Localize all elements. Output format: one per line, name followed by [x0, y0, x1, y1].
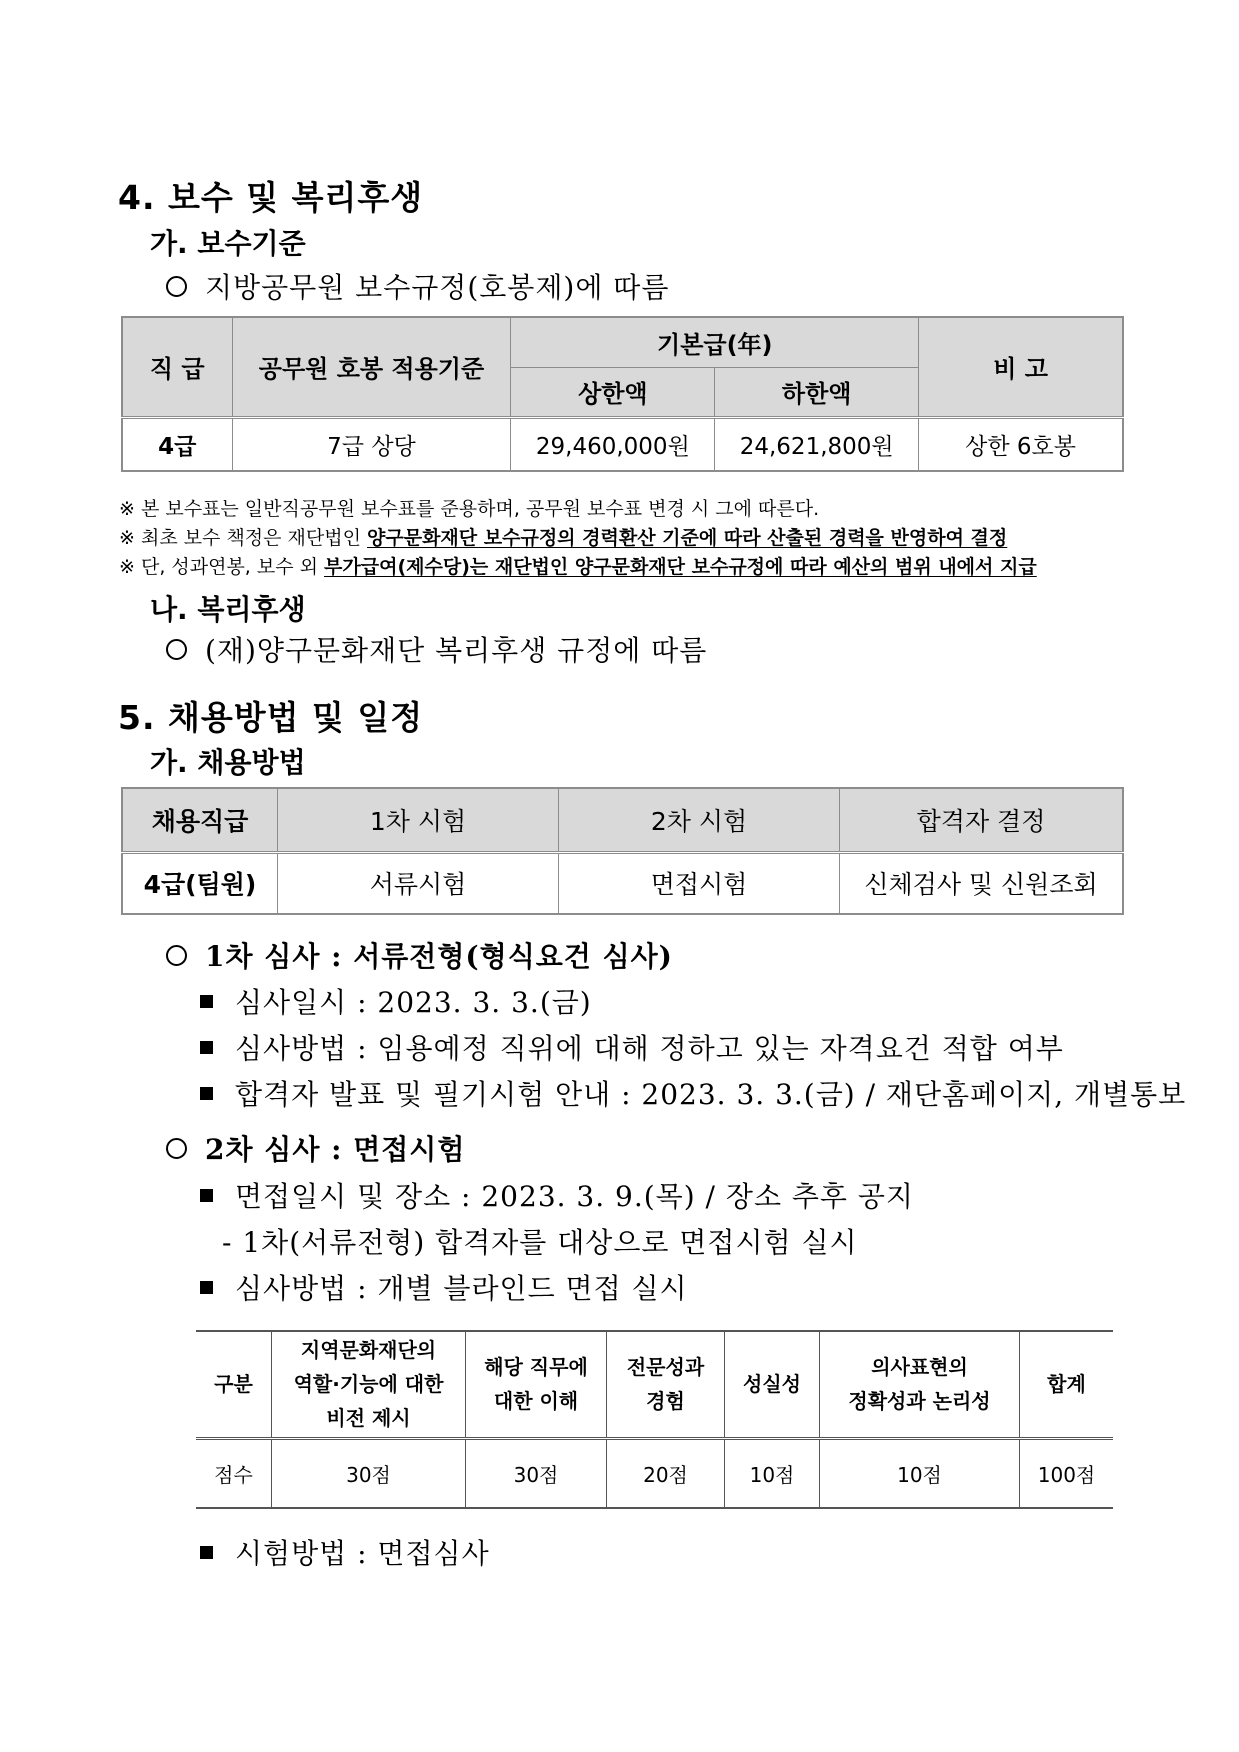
cell-score-job: 30점	[466, 1438, 607, 1508]
bullet-salary-basis: 지방공무원 보수규정(호봉제)에 따름	[166, 266, 669, 306]
section-5a-subtitle: 가. 채용방법	[150, 746, 306, 779]
circle-bullet-icon	[166, 1138, 187, 1159]
first-screening-item-1: 심사일시 : 2023. 3. 3.(금)	[200, 981, 592, 1021]
cell-final-decision: 신체검사 및 신원조회	[840, 852, 1124, 914]
square-bullet-icon	[200, 1189, 213, 1202]
circle-bullet-icon	[166, 945, 187, 966]
salary-table	[121, 316, 1124, 472]
cell-first-exam: 서류시험	[278, 852, 559, 914]
header-job-understanding: 해당 직무에 대한 이해	[466, 1331, 607, 1438]
cell-score-total: 100점	[1020, 1438, 1114, 1508]
salary-note-3: ※ 단, 성과연봉, 보수 외 부가급여(제수당)는 재단법인 양구문화재단 보수규정에 따라 예산의 범위 내에서 지급	[119, 556, 1037, 578]
header-base-pay: 기본급(年)	[511, 317, 919, 367]
salary-note-1: ※ 본 보수표는 일반직공무원 보수표를 준용하며, 공무원 보수표 변경 시 그에 따른다.	[119, 498, 820, 520]
header-expertise: 전문성과 경험	[607, 1331, 725, 1438]
header-first-exam: 1차 시험	[278, 788, 559, 852]
cell-score-expertise: 20점	[607, 1438, 725, 1508]
square-bullet-icon	[200, 1546, 213, 1559]
circle-bullet-icon	[166, 639, 187, 660]
square-bullet-icon	[200, 1041, 213, 1054]
header-criteria: 공무원 호봉 적용기준	[232, 317, 511, 417]
square-bullet-icon	[200, 995, 213, 1008]
cell-grade: 4급	[122, 417, 232, 471]
cell-score-sincerity: 10점	[725, 1438, 820, 1508]
cell-lower: 24,621,800원	[715, 417, 919, 471]
header-sincerity: 성실성	[725, 1331, 820, 1438]
cell-position: 4급(팀원)	[122, 852, 278, 914]
header-lower: 하한액	[715, 367, 919, 417]
section-5-title: 5. 채용방법 및 일정	[118, 698, 424, 737]
square-bullet-icon	[200, 1281, 213, 1294]
second-screening-dash-note: - 1차(서류전형) 합격자를 대상으로 면접시험 실시	[222, 1226, 858, 1259]
header-second-exam: 2차 시험	[559, 788, 840, 852]
header-note: 비 고	[919, 317, 1123, 417]
first-screening-item-2: 심사방법 : 임용예정 직위에 대해 정하고 있는 자격요건 적합 여부	[200, 1027, 1064, 1067]
salary-note-2: ※ 최초 보수 책정은 재단법인 양구문화재단 보수규정의 경력환산 기준에 따라 산출된 경력을 반영하여 결정	[119, 527, 1008, 549]
header-vision: 지역문화재단의 역할·기능에 대한 비전 제시	[272, 1331, 466, 1438]
second-screening-item-1: 면접일시 및 장소 : 2023. 3. 9.(목) / 장소 추후 공지	[200, 1175, 914, 1215]
cell-score-vision: 30점	[272, 1438, 466, 1508]
header-grade: 직 급	[122, 317, 232, 417]
recruitment-method-table	[121, 787, 1124, 915]
header-category: 구분	[214, 1372, 253, 1397]
section-4-title: 4. 보수 및 복리후생	[118, 178, 424, 217]
cell-upper: 29,460,000원	[511, 417, 715, 471]
header-expression: 의사표현의 정확성과 논리성	[820, 1331, 1020, 1438]
interview-score-table	[196, 1330, 1113, 1509]
header-total: 합계	[1020, 1331, 1114, 1438]
cell-score-label: 점수	[196, 1438, 272, 1508]
section-4b-subtitle: 나. 복리후생	[150, 593, 306, 626]
cell-score-expression: 10점	[820, 1438, 1020, 1508]
first-screening-title: 1차 심사 : 서류전형(형식요건 심사)	[166, 935, 673, 975]
second-screening-item-2: 심사방법 : 개별 블라인드 면접 실시	[200, 1267, 688, 1307]
section-4a-subtitle: 가. 보수기준	[150, 227, 306, 260]
header-position: 채용직급	[122, 788, 278, 852]
first-screening-item-3: 합격자 발표 및 필기시험 안내 : 2023. 3. 3.(금) / 재단홈페이지, 개별통보	[200, 1073, 1186, 1113]
circle-bullet-icon	[166, 276, 187, 297]
cell-second-exam: 면접시험	[559, 852, 840, 914]
header-upper: 상한액	[511, 367, 715, 417]
header-final-decision: 합격자 결정	[840, 788, 1124, 852]
second-screening-title: 2차 심사 : 면접시험	[166, 1128, 465, 1168]
cell-note: 상한 6호봉	[919, 417, 1123, 471]
square-bullet-icon	[200, 1087, 213, 1100]
second-screening-item-3: 시험방법 : 면접심사	[200, 1532, 490, 1572]
bullet-welfare: (재)양구문화재단 복리후생 규정에 따름	[166, 629, 707, 669]
cell-criteria: 7급 상당	[232, 417, 511, 471]
